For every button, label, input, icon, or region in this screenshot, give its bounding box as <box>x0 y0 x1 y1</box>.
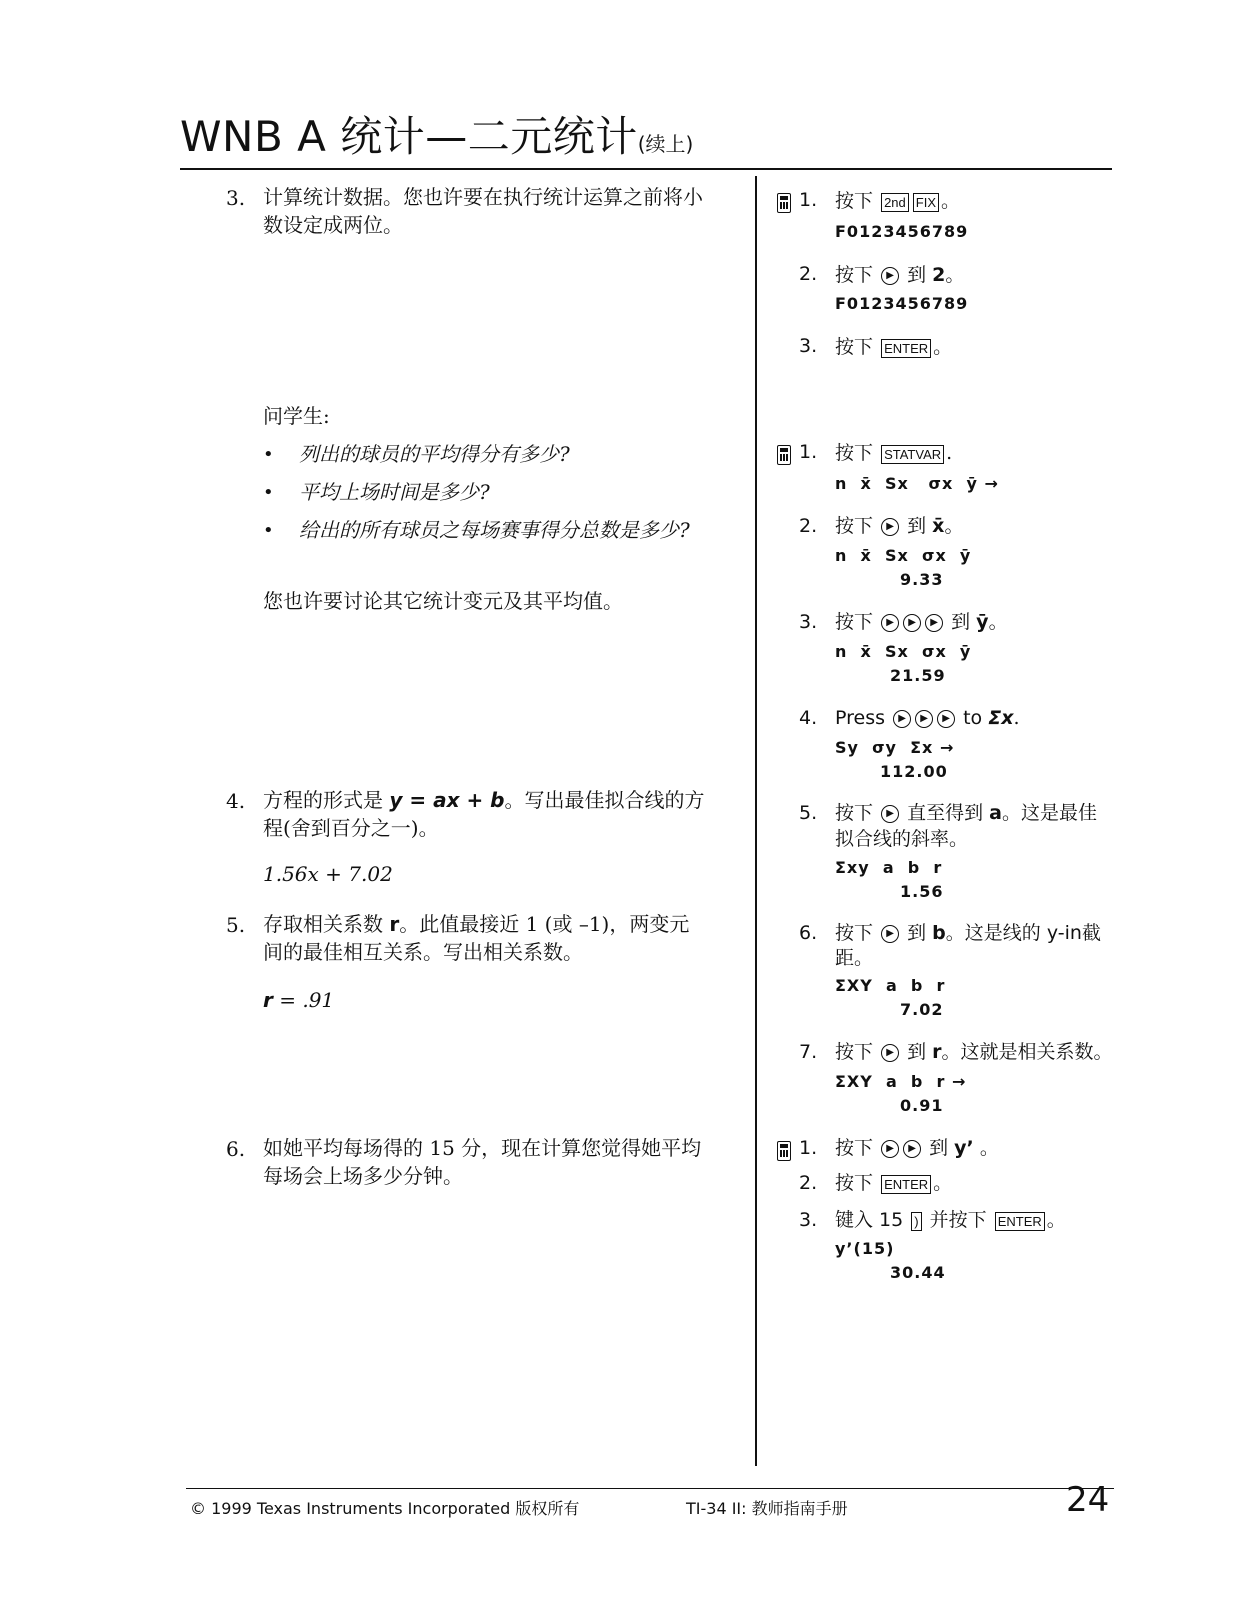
key-enter: ENTER <box>995 1212 1045 1231</box>
right-arrow-icon: ▶ <box>937 710 955 728</box>
right-arrow-icon: ▶ <box>903 1140 921 1158</box>
display-readout: F0123456789 <box>835 222 969 241</box>
display-value: 7.02 <box>900 1000 944 1019</box>
step-text: 按下 2nd FIX 。 <box>835 190 961 212</box>
display-value: 112.00 <box>880 762 948 781</box>
key-close-paren: ) <box>911 1212 921 1231</box>
q4-text: 方程的形式是 y = ax + b。写出最佳拟合线的方程(舍到百分之一)。 <box>263 788 705 840</box>
calculator-icon <box>777 444 791 465</box>
key-fix: FIX <box>913 193 939 212</box>
right-arrow-icon: ▶ <box>881 805 899 823</box>
step-text-cont: 距。 <box>835 947 874 969</box>
key-2nd: 2nd <box>881 193 909 212</box>
q3-text: 计算统计数据。您也许要在执行统计运算之前将小数设定成两位。 <box>263 185 703 237</box>
bullet-dot: • <box>263 520 274 541</box>
step-number: 3. <box>799 335 818 357</box>
column-divider <box>755 176 757 1466</box>
step-number: 2. <box>799 1172 818 1194</box>
step-text: 按下 ENTER 。 <box>835 1172 953 1194</box>
right-arrow-icon: ▶ <box>881 925 899 943</box>
step-text: 按下 ▶ 到 x̄。 <box>835 515 964 537</box>
step-text-cont: 拟合线的斜率。 <box>835 828 969 850</box>
bullet-3: 给出的所有球员之每场赛事得分总数是多少? <box>299 518 690 542</box>
q5-answer: r = .91 <box>263 988 335 1012</box>
step-text: Press ▶ ▶ ▶ to Σx. <box>835 707 1020 729</box>
step-number: 2. <box>799 263 818 285</box>
step-number: 4. <box>799 707 818 729</box>
step-text: 按下 ▶ 到 2。 <box>835 264 965 286</box>
footer-book-title: TI-34 II: 教师指南手册 <box>686 1499 848 1518</box>
right-arrow-icon: ▶ <box>881 614 899 632</box>
display-readout: ΣXY a b r → <box>835 1072 967 1091</box>
display-readout: n x̄ Sx σx ȳ → <box>835 474 999 493</box>
step-number: 2. <box>799 515 818 537</box>
display-readout: n x̄ Sx σx ȳ <box>835 546 972 565</box>
display-readout: F0123456789 <box>835 294 969 313</box>
right-arrow-icon: ▶ <box>881 518 899 536</box>
display-readout: Sy σy Σx → <box>835 738 955 757</box>
q4-answer: 1.56x + 7.02 <box>263 862 393 886</box>
step-text: 按下 ▶ 到 b。这是线的 y-in截 <box>835 922 1101 944</box>
right-arrow-icon: ▶ <box>893 710 911 728</box>
q6-text: 如她平均每场得的 15 分，现在计算您觉得她平均每场会上场多少分钟。 <box>263 1136 702 1188</box>
page-number: 24 <box>1066 1480 1110 1520</box>
q4-number: 4. <box>226 789 246 813</box>
ask-students: 问学生: <box>263 404 330 428</box>
display-readout: ΣXY a b r <box>835 976 946 995</box>
display-value: 9.33 <box>900 570 944 589</box>
right-arrow-icon: ▶ <box>903 614 921 632</box>
step-number: 1. <box>799 189 818 211</box>
step-number: 6. <box>799 922 818 944</box>
footer-copyright: © 1999 Texas Instruments Incorporated 版权所有 <box>190 1499 580 1518</box>
display-value: 1.56 <box>900 882 944 901</box>
q5-number: 5. <box>226 913 246 937</box>
step-number: 3. <box>799 611 818 633</box>
right-arrow-icon: ▶ <box>881 1140 899 1158</box>
title-continued: (续上) <box>637 132 694 156</box>
key-enter: ENTER <box>881 1175 931 1194</box>
step-text: 按下 ▶ ▶ ▶ 到 ȳ。 <box>835 611 1008 633</box>
q3-number: 3. <box>226 186 246 210</box>
bullet-dot: • <box>263 444 274 465</box>
step-text: 按下 ▶ 直至得到 a。这是最佳 <box>835 802 1098 824</box>
step-text: 键入 15 ) 并按下 ENTER 。 <box>835 1209 1066 1231</box>
right-arrow-icon: ▶ <box>915 710 933 728</box>
step-text: 按下 ▶ 到 r。这就是相关系数。 <box>835 1041 1113 1063</box>
q4-equation: y = ax + b <box>389 788 505 812</box>
bullet-1: 列出的球员的平均得分有多少? <box>299 442 570 466</box>
right-arrow-icon: ▶ <box>881 1044 899 1062</box>
step-text: 按下 ▶ ▶ 到 y’ 。 <box>835 1137 999 1159</box>
step-text: 按下 STATVAR . <box>835 442 953 464</box>
bullet-2: 平均上场时间是多少? <box>299 480 490 504</box>
step-number: 5. <box>799 802 818 824</box>
discuss-text: 您也许要讨论其它统计变元及其平均值。 <box>263 589 623 613</box>
calculator-icon <box>777 192 791 213</box>
calculator-icon <box>777 1140 791 1161</box>
display-readout: y’(15) <box>835 1239 895 1258</box>
step-number: 1. <box>799 1137 818 1159</box>
step-number: 1. <box>799 441 818 463</box>
right-arrow-icon: ▶ <box>881 267 899 285</box>
q5-text: 存取相关系数 r。此值最接近 1 (或 –1)，两变元间的最佳相互关系。写出相关系数。 <box>263 912 690 964</box>
header-rule <box>180 168 1112 170</box>
display-value: 30.44 <box>890 1263 946 1282</box>
step-text: 按下 ENTER 。 <box>835 336 953 358</box>
page-title: WNB A 统计—二元统计(续上) <box>180 112 694 161</box>
step-number: 7. <box>799 1041 818 1063</box>
display-readout: n x̄ Sx σx ȳ <box>835 642 972 661</box>
key-enter: ENTER <box>881 339 931 358</box>
display-value: 0.91 <box>900 1096 944 1115</box>
bullet-dot: • <box>263 482 274 503</box>
display-value: 21.59 <box>890 666 946 685</box>
key-statvar: STATVAR <box>881 445 944 464</box>
footer-rule <box>186 1488 1114 1489</box>
q6-number: 6. <box>226 1137 246 1161</box>
step-number: 3. <box>799 1209 818 1231</box>
right-arrow-icon: ▶ <box>925 614 943 632</box>
display-readout: Σxy a b r <box>835 858 943 877</box>
